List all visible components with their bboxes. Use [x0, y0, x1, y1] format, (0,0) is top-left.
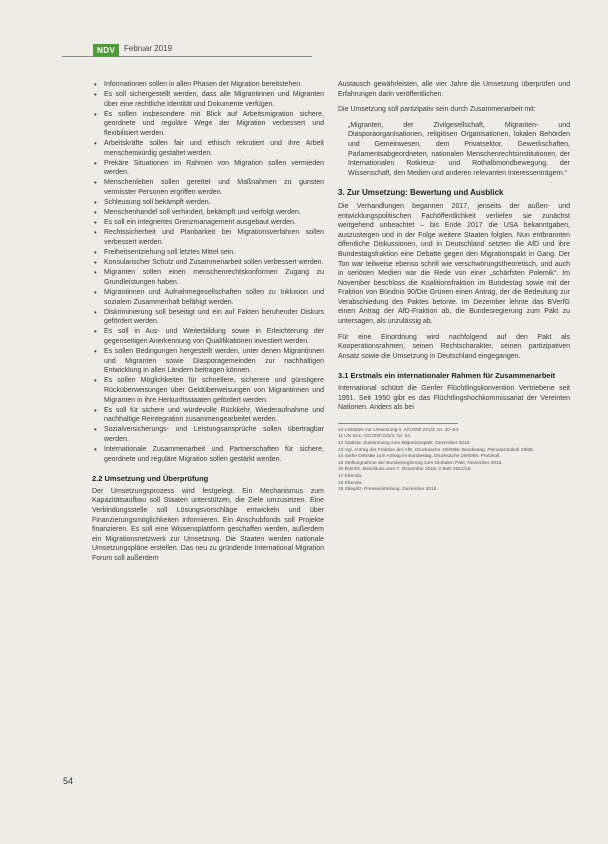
section-3-paragraph-2: Für eine Einordnung wird nachfolgend auf den Pakt als Kooperationsrahmen, seinen Rechtscharakter, seinen partizipativen Ansatz sowie die Umsetzung in Deutschland eingegangen.: [338, 333, 570, 360]
goal-bullet-item: • Arbeitskräfte sollen fair und ethisch rekrutiert und ihre Arbeit menschenwürdig gestaltet werden.: [92, 139, 324, 158]
footnote-item: 19 Stieglitz, Pressemitteilung, Dezember 2018.: [338, 487, 438, 493]
footnotes: [338, 428, 570, 494]
page-number: 54: [63, 776, 74, 786]
section-3-1-text: International schützt die Genfer Flüchtlingskonvention Vertriebene seit 1951. Seit 1950 gibt es das Flüchtlingshochkommissariat der Vereinten Nationen. Anders als bei: [338, 385, 570, 412]
section-2-2-text: Der Umsetzungsprozess wird festgelegt. Ein Mechanismus zum Kapazitätsaufbau soll Staaten unterstützen, die Ziele umzusetzen. Eine Verbindungsstelle soll Lösungsvorschläge entwickeln und über Finanzierungsmöglichkeiten informieren. Ein Anschubfonds soll Projekte finanzieren. Es soll eine Wissensplattform geschaffen werden, außerdem ein Migrationsnetzwerk zur Umsetzung. Die Staaten werden nationale Umsetzungspläne erstellen. Das neu zu gründende International Migration Forum soll außerdem: [92, 487, 324, 562]
goal-bullet-item: • Es sollen Bedingungen hergestellt werden, unter denen Migrantinnen und Migranten sowie Diasporagemeinden zur nachhaltigen Entwicklung in allen Ländern beitragen können.: [92, 347, 324, 376]
section-3-1-heading: 3.1 Erstmals ein internationaler Rahmen für Zusammenarbeit: [338, 371, 556, 381]
goal-bullet-item: • Prekäre Situationen im Rahmen von Migration sollen vermieden werden.: [92, 159, 324, 178]
section-3-heading: 3. Zur Umsetzung: Bewertung und Ausblick: [338, 188, 504, 198]
goal-bullet-item: • Internationale Zusammenarbeit und Partnerschaften für sichere, geordnete und reguläre Migration sollen gestärkt werden.: [92, 445, 324, 464]
goal-bullet-item: • Es soll für sichere und würdevolle Rückkehr, Wiederaufnahme und nachhaltige Reintegration zusammengearbeitet werden.: [92, 406, 324, 425]
goal-bullet-item: • Menschenhandel soll verhindert, bekämpft und verfolgt werden.: [92, 208, 324, 218]
goal-bullet-item: • Rechtssicherheit und Planbarkeit bei Migrationsverfahren sollen verbessert werden.: [92, 228, 324, 247]
goal-bullet-item: • Migrantinnen und Aufnahmegesellschaften sollen zu Inklusion und sozialem Zusammenhalt befähigt werden.: [92, 288, 324, 307]
section-2-2-heading: 2.2 Umsetzung und Überprüfung: [92, 474, 209, 484]
goal-bullet-item: • Diskriminierung soll beseitigt und ein auf Fakten beruhender Diskurs gefördert werden.: [92, 308, 324, 327]
footnote-item: 10 Leitsätze zur Umsetzung s. A/CONF.231/3, Nr. 40–54.: [338, 427, 460, 433]
goal-bullet-item: • Schleusung soll bekämpft werden.: [92, 198, 324, 208]
footnote-item: 18 Ebenda.: [338, 480, 363, 486]
goal-bullet-item: • Konsularischer Schutz und Zusammenarbeit sollen verbessert werden.: [92, 258, 324, 268]
right-paragraph-1: Austausch gewährleisten, alle vier Jahre die Umsetzung überprüfen und Erfahrungen darin veröffentlichen.: [338, 81, 570, 98]
issue-date: Februar 2019: [124, 44, 173, 53]
right-paragraph-2: Die Umsetzung soll partizipativ sein durch Zusammenarbeit mit:: [338, 106, 536, 114]
goal-bullet-item: • Freiheitsentziehung soll letztes Mittel sein.: [92, 248, 324, 258]
goal-bullet-item: • Informationen sollen in allen Phasen der Migration bereitstehen.: [92, 80, 324, 90]
footnote-item: 14 Siehe Debatte zum Antrag im Bundestag, Drucksache 19/6056, Protokoll.: [338, 454, 501, 460]
goal-bullet-item: • Menschenleben sollen gerettet und Maßnahmen zu gunsten vermisster Personen ergriffen werden.: [92, 178, 324, 197]
goal-bullet-item: • Es soll sichergestellt werden, dass alle Migrantinnen und Migranten über eine rechtliche Identität und Dokumente verfügen.: [92, 90, 324, 109]
goal-bullet-list: [92, 80, 324, 464]
goal-bullet-item: • Es soll ein integriertes Grenzmanagement ausgebaut werden.: [92, 218, 324, 228]
footnote-item: 15 Stellungnahme der Bundesregierung zum Globalen Pakt, November 2018.: [338, 460, 503, 466]
section-3-paragraph-1: Die Verhandlungen begannen 2017, jenseits der außen- und entwicklungspolitischen Fachöffentlichkeit verliefen sie zunächst weitgehend unbeachtet – bis Ende 2017 die USA bekanntgaben, auszusteigen und in der Folge weitere Staaten folgten. Nun entbrannten öffentliche Diskussionen, und in Deutschland setzten die AfD und ihre Bundestagsfraktion eine Debatte gegen den Migrationspakt in Gang. Der Ton war teilweise ebenso schrill wie verschwörungstheoretisch, und auch in seriösen Medien war die Rede von einer „schärfsten Polemik“. Im November beschloss die Koalitionsfraktion im Bundestag sowie mit der Fraktion von Bündnis 90/Die Grünen einen Antrag, der die Bedeutung zur Verabschiedung des Paktes betonte. Im Dezember lehnte das BVerfG einen Antrag der AfD-Fraktion ab, die Bundesregierung zum Pakt zu untersagen, als unzulässig ab.: [338, 202, 570, 326]
goal-bullet-item: • Es soll in Aus- und Weiterbildung sowie in Erleichterung der gegenseitigen Anerkennung von Qualifikationen investiert werden.: [92, 327, 324, 346]
journal-logo: NDV: [93, 44, 119, 57]
footnote-item: 11 UN Doc. A/CONF.231/3, Nr. 44.: [338, 434, 412, 440]
footnote-item: 12 Statista: Zustimmung zum Migrationspakt, Dezember 2018.: [338, 441, 471, 446]
footnote-item: 13 Vgl. Antrag der Fraktion der AfD, Drucksache 19/6056; Bundestag, Plenarprotokoll 19/66.: [338, 447, 534, 453]
right-column: [338, 80, 570, 494]
footnote-rule: [338, 423, 458, 424]
left-column: [92, 80, 324, 570]
goal-bullet-item: • Migranten sollen einen menschenrechtskonformen Zugang zu Grundleistungen haben.: [92, 268, 324, 287]
footnote-item: 17 Ebenda.: [338, 473, 363, 479]
goal-bullet-item: • Sozialversicherungs- und Leistungsansprüche sollen übertragbar werden.: [92, 425, 324, 444]
participation-quote: „Migranten, der Zivilgesellschaft, Migranten- und Diasporaorganisationen, religiösen Organisationen, lokalen Behörden und Gemeinwesen, dem Privatsektor, Gewerkschaften, Parlamentsabgeordneten, nationalen Menschenrechtsinstitutionen, der Internationalen Rotkreuz- und Rothalbmondbewegung, der Wissenschaft, den Medien und anderen relevanten Interessenträgern.“: [348, 121, 570, 177]
goal-bullet-item: • Es sollen Möglichkeiten für schnellere, sicherere und günstigere Rücküberweisungen über Geldüberweisungen von Migrantinnen und Migranten in ihre Herkunftsstaaten gefördert werden.: [92, 376, 324, 405]
footnote-item: 16 BVerfG, Beschluss vom 7. Dezember 2018, 2 BvR 2621/18.: [338, 467, 472, 473]
goal-bullet-item: • Es sollen insbesondere mit Blick auf Arbeitsmigration sichere, geordnete und reguläre Wege der Migration verbessert und flexibilisiert werden.: [92, 110, 324, 139]
